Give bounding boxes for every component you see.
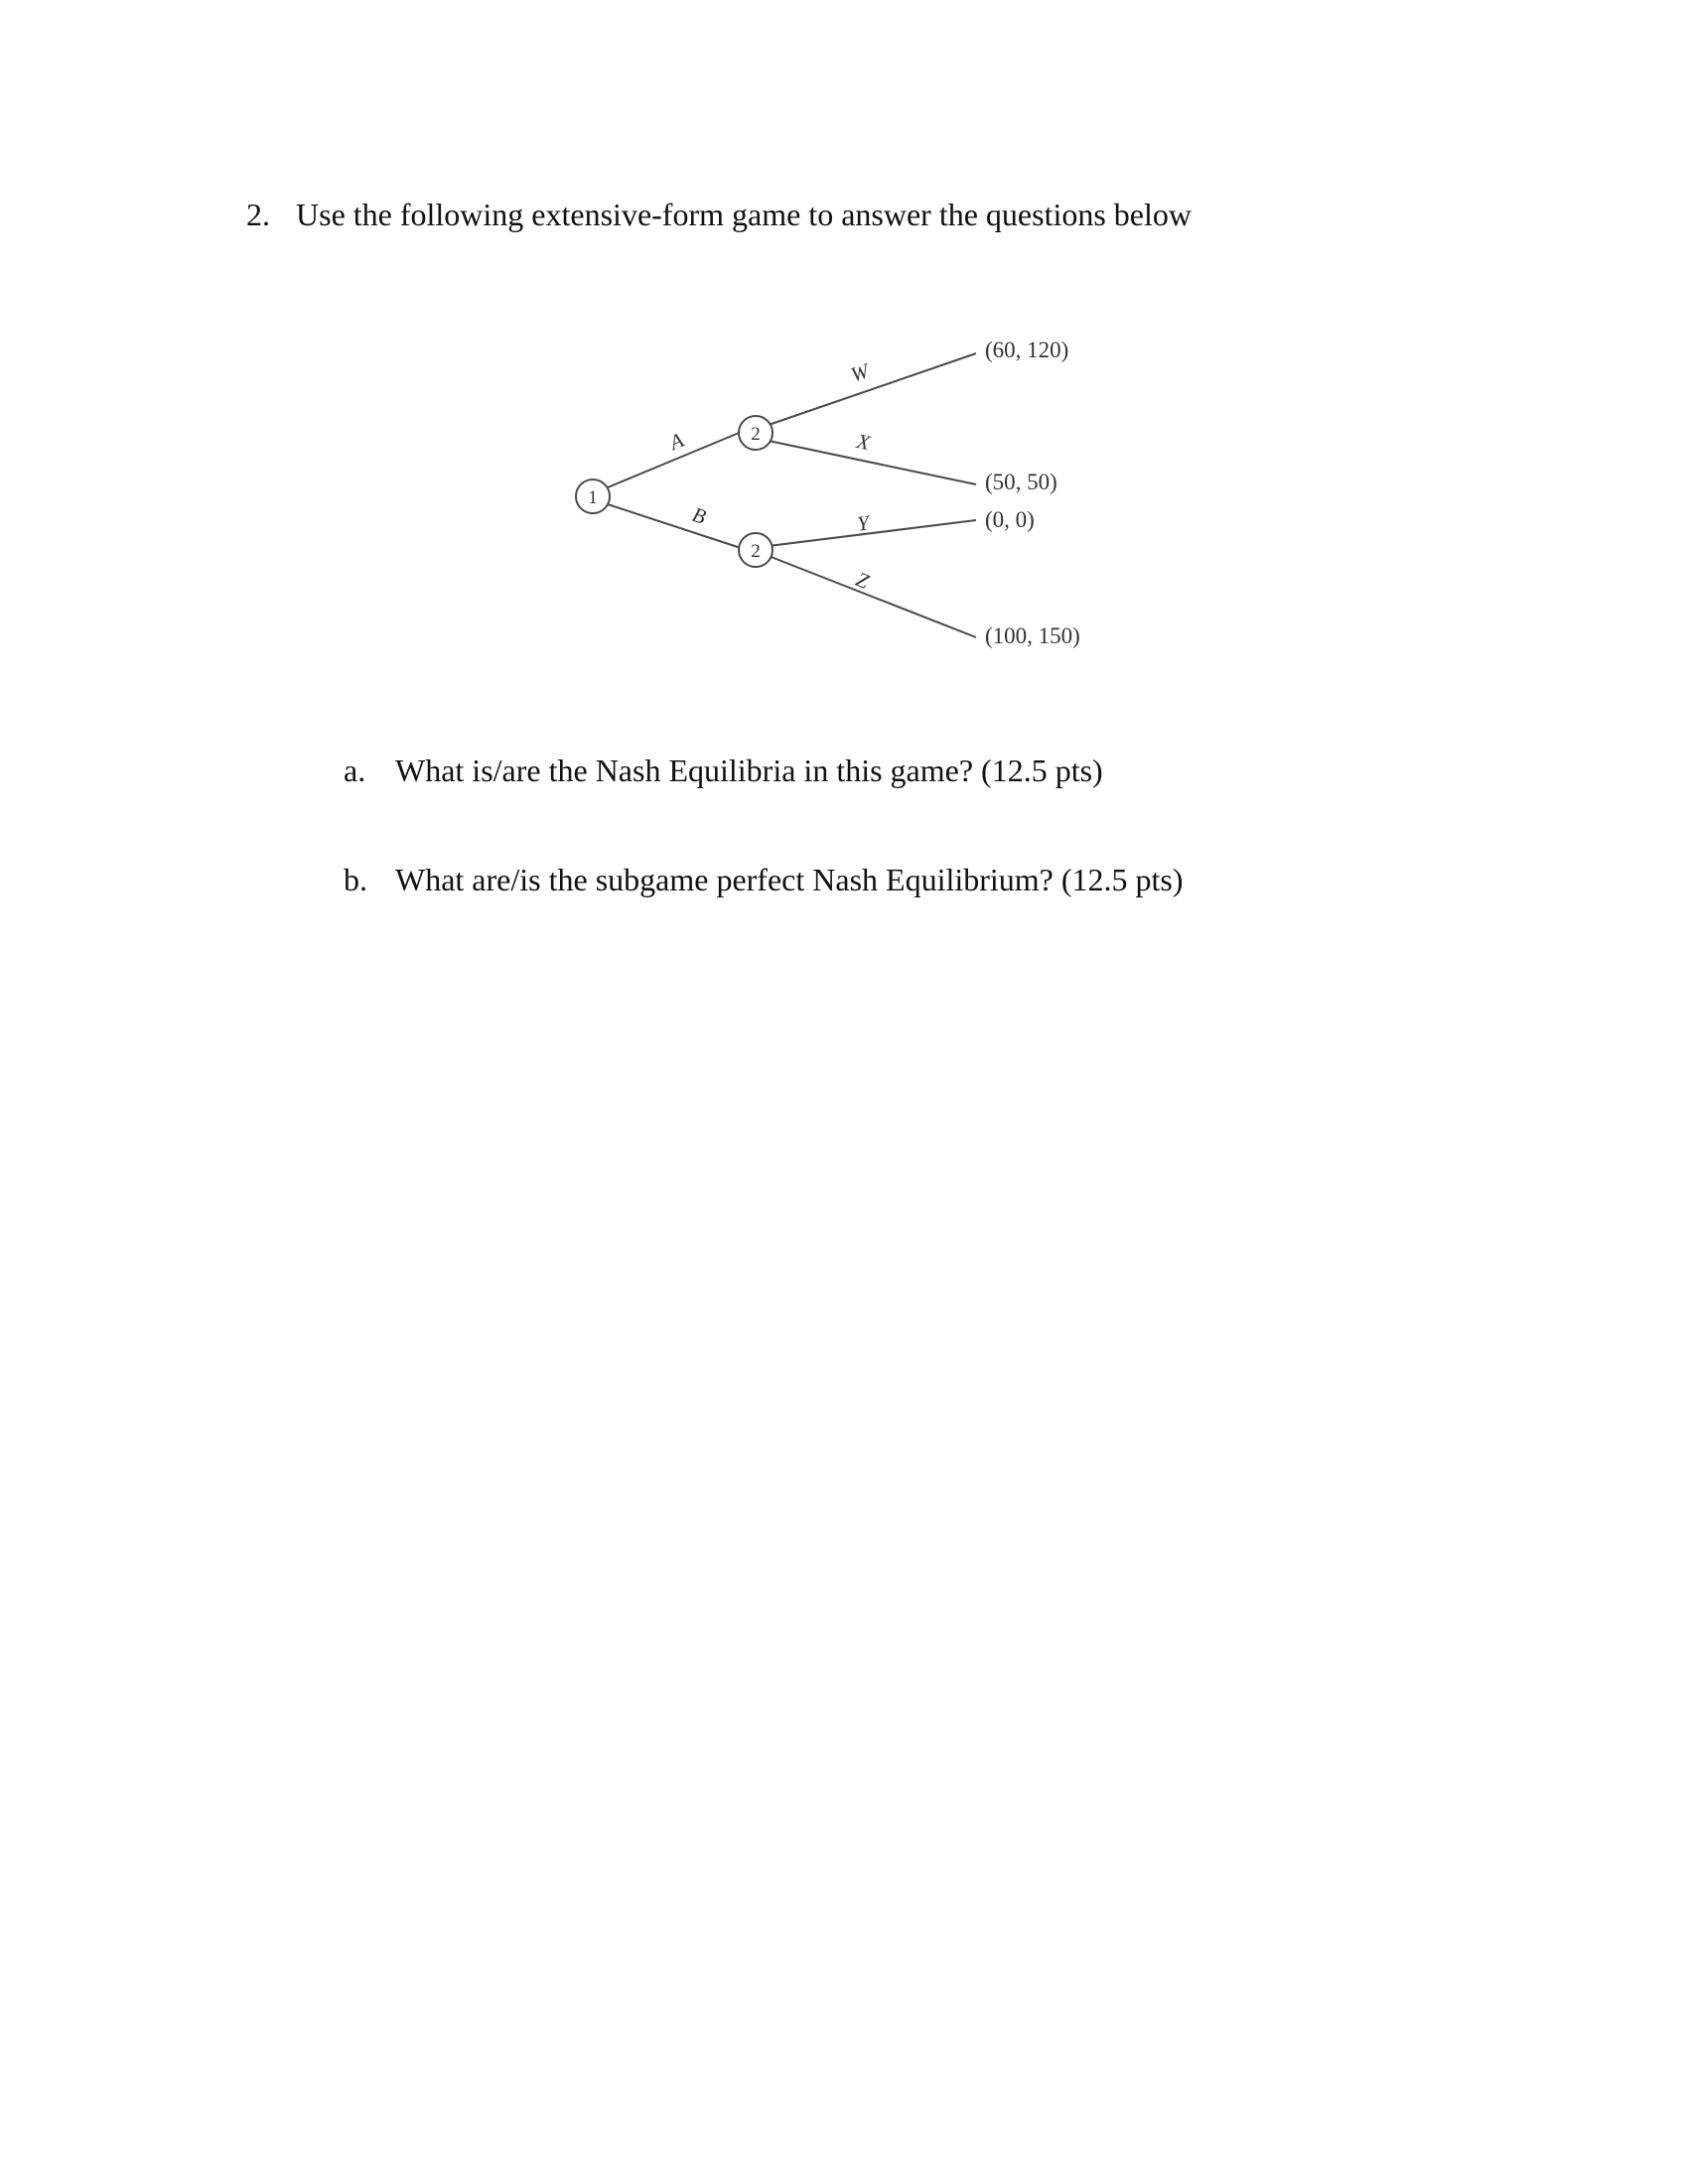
node-lower-label: 2 bbox=[751, 541, 761, 562]
question-number: 2. bbox=[246, 197, 270, 232]
edge-Y bbox=[769, 520, 976, 546]
action-label-B: B bbox=[689, 501, 709, 529]
payoff-X: (50, 50) bbox=[985, 470, 1057, 494]
action-label-X: X bbox=[854, 429, 873, 456]
subquestion-b bbox=[344, 860, 1184, 899]
edge-B bbox=[608, 501, 744, 549]
action-label-Y: Y bbox=[855, 510, 871, 536]
edge-Z bbox=[769, 556, 976, 637]
question-text: Use the following extensive-form game to answer the questions below bbox=[296, 197, 1192, 232]
payoff-W: (60, 120) bbox=[985, 338, 1069, 362]
edge-X bbox=[769, 441, 976, 484]
subquestion-a-text: What is/are the Nash Equilibria in this game? (12.5 pts) bbox=[395, 752, 1103, 788]
subquestion-b-text: What are/is the subgame perfect Nash Equilibrium? (12.5 pts) bbox=[395, 862, 1184, 897]
action-label-W: W bbox=[847, 358, 872, 387]
action-label-A: A bbox=[665, 427, 687, 456]
node-root-label: 1 bbox=[588, 487, 598, 508]
payoff-Y: (0, 0) bbox=[985, 507, 1035, 532]
subquestion-a-letter: a. bbox=[344, 752, 366, 788]
subquestion-a bbox=[344, 751, 1103, 790]
action-label-Z: Z bbox=[852, 567, 873, 594]
payoff-Z: (100, 150) bbox=[985, 623, 1080, 648]
node-upper-label: 2 bbox=[751, 424, 761, 445]
subquestion-b-letter: b. bbox=[344, 862, 367, 897]
edge-W bbox=[769, 353, 976, 425]
